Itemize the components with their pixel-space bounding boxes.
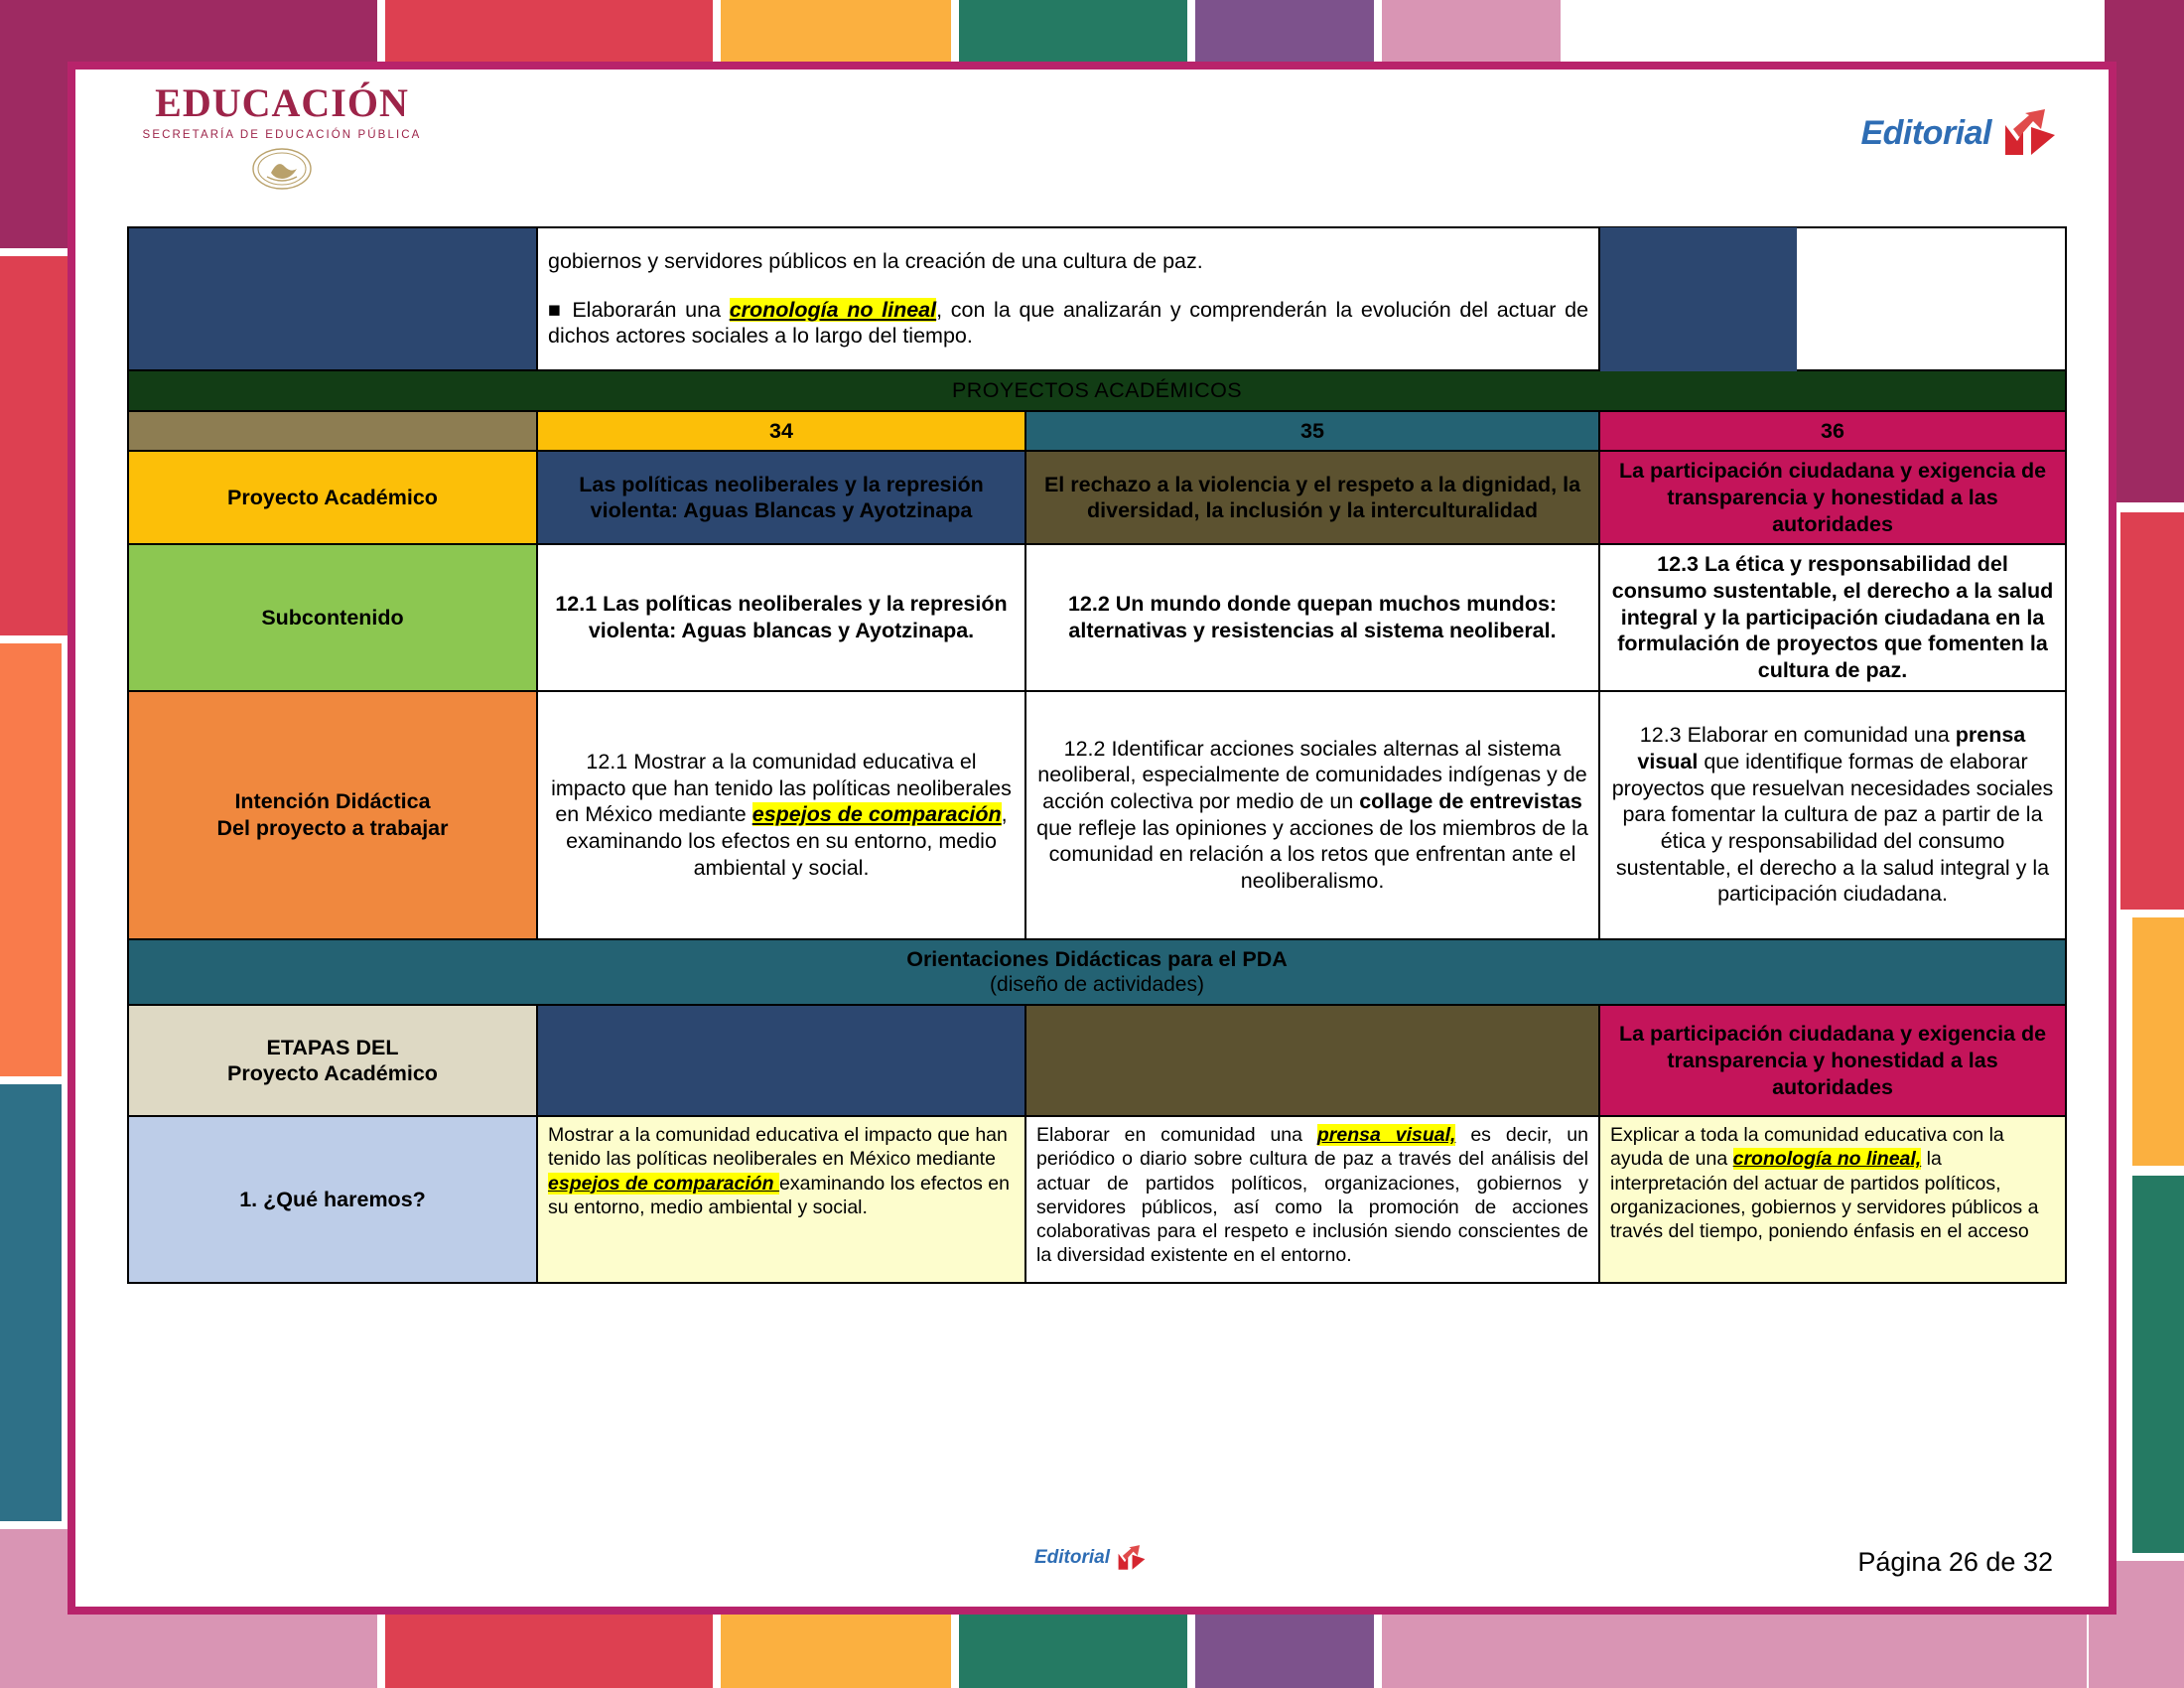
table-row [128,411,2066,452]
continuation-text-cell [537,227,1599,370]
highlight-term: espejos de comparación [548,1172,780,1195]
highlight-term: prensa visual, [1316,1124,1456,1147]
orientaciones-banner [128,939,2066,1006]
continuation-paragraph-2: ■ Elaborarán una cronología no lineal, con la que analizarán y comprenderán la evolución del actuar de dichos actores sociales a lo largo del tiempo. [548,297,1589,349]
bullet-icon: ■ [548,297,564,322]
highlight-term: cronología no lineal, [1732,1148,1922,1171]
table-row [128,1116,2066,1283]
row-label-que-haremos: 1. ¿Qué haremos? [128,1116,537,1283]
proyecto-academico-36: La participación ciudadana y exigencia de transparencia y honestidad a las autoridades [1599,451,2066,544]
page-footer [75,1541,2109,1597]
deco-block [0,643,62,1076]
deco-block [2132,917,2184,1166]
bold-term: prensa visual [1637,723,2026,774]
editorial-md-word: Editorial [1860,113,1991,152]
deco-block [2132,1176,2184,1553]
table-row [128,370,2066,411]
table-row [128,1005,2066,1116]
deco-block [2120,512,2184,910]
row-label-intencion-didactica [128,691,537,939]
que-haremos-36: Explicar a toda la comunidad educativa con la ayuda de una cronología no lineal, la interpretación del actuar de partidos políticos, organizaciones, gobiernos y servidores públicos a través del tiempo, poniendo énfasis en el acceso [1599,1116,2066,1283]
footer-brand-word: Editorial [1033,1547,1111,1568]
page-number-label: Página 26 de 32 [1857,1547,2053,1577]
row-label-proyecto-academico: Proyecto Académico [128,451,537,544]
subcontenido-35: 12.2 Un mundo donde quepan muchos mundos: alternativas y resistencias al sistema neoliberal. [1025,544,1599,690]
etapas-36: La participación ciudadana y exigencia de transparencia y honestidad a las autoridades [1599,1005,2066,1116]
etapas-35 [1025,1005,1599,1116]
footer-md-arrow-icon [1114,1543,1150,1573]
highlight-term: espejos de comparación [751,802,1002,827]
editorial-md-logo [1860,105,2063,161]
intencion-35: 12.2 Identificar acciones sociales alternas al sistema neoliberal, especialmente de comunidades indígenas y de acción colectiva por medio de un collage de entrevistas que refleje las opiniones y acciones de los miembros de la comunidad en relación a los retos que enfrentan ante el neoliberalismo. [1025,691,1599,939]
project-number-34: 34 [537,411,1025,452]
continuation-paragraph-1: gobiernos y servidores públicos en la creación de una cultura de paz. [548,249,1203,274]
sep-logo [133,79,431,196]
highlight-term: cronología no lineal [729,297,937,322]
intencion-34: 12.1 Mostrar a la comunidad educativa el impacto que han tenido las políticas neoliberales en México mediante espejos de comparación, examinando los efectos en su entorno, medio ambiental y social. [537,691,1025,939]
row-label-subcontenido: Subcontenido [128,544,537,690]
deco-block [2105,0,2184,502]
que-haremos-35: Elaborar en comunidad una prensa visual, es decir, un periódico o diario sobre cultura de paz a través del análisis del actuar de partidos políticos, organizaciones, gobiernos y servidores públicos, así como la promoción de acciones colaborativas para el respeto e inclusión siendo conscientes de la diversidad existente en el entorno. [1025,1116,1599,1283]
page-frame [68,62,2116,1615]
orientaciones-title: Orientaciones Didácticas para el PDA [906,946,1288,971]
deco-block [0,1084,62,1521]
navy-filler-cell [128,227,537,370]
bold-term: collage de entrevistas [1359,788,1582,813]
curriculum-table [127,226,2067,1284]
etapas-34 [537,1005,1025,1116]
table-row [128,939,2066,1006]
mexico-seal-icon [251,147,313,191]
sep-title: EDUCACIÓN [155,80,409,125]
subcontenido-34: 12.1 Las políticas neoliberales y la represión violenta: Aguas blancas y Ayotzinapa. [537,544,1025,690]
row-label-etapas [128,1005,537,1116]
project-number-35: 35 [1025,411,1599,452]
footer-editorial-md-logo [1034,1543,1150,1573]
etapas-label-line2: Proyecto Académico [227,1061,438,1086]
page-header [75,70,2109,216]
sep-subtitle: SECRETARÍA DE EDUCACIÓN PÚBLICA [142,129,422,141]
olive-filler-cell [128,411,537,452]
table-row [128,451,2066,544]
project-number-36: 36 [1599,411,2066,452]
projects-banner: PROYECTOS ACADÉMICOS [128,370,2066,411]
proyecto-academico-34: Las políticas neoliberales y la represión violenta: Aguas Blancas y Ayotzinapa [537,451,1025,544]
intencion-36: 12.3 Elaborar en comunidad una prensa visual que identifique formas de elaborar proyectos que resuelvan necesidades sociales para fomentar la cultura de paz a partir de la ética y responsabilidad del consumo sustentable, el derecho a la salud integral y la participación ciudadana. [1599,691,2066,939]
etapas-label-line1: ETAPAS DEL [266,1035,399,1059]
subcontenido-36: 12.3 La ética y responsabilidad del consumo sustentable, el derecho a la salud integral y la participación ciudadana en la formulación de proyectos que fomenten la cultura de paz. [1599,544,2066,690]
intencion-label-line1: Intención Didáctica [234,788,431,813]
md-arrow-icon [1997,105,2063,161]
proyecto-academico-35: El rechazo a la violencia y el respeto a la dignidad, la diversidad, la inclusión y la interculturalidad [1025,451,1599,544]
table-row [128,227,2066,370]
orientaciones-subtitle: (diseño de actividades) [990,973,1204,997]
intencion-label-line2: Del proyecto a trabajar [216,815,449,840]
table-row [128,544,2066,690]
empty-cell [1599,227,2066,370]
table-row [128,691,2066,939]
que-haremos-34: Mostrar a la comunidad educativa el impacto que han tenido las políticas neoliberales en México mediante espejos de comparación examinando los efectos en su entorno, medio ambiental y social. [537,1116,1025,1283]
